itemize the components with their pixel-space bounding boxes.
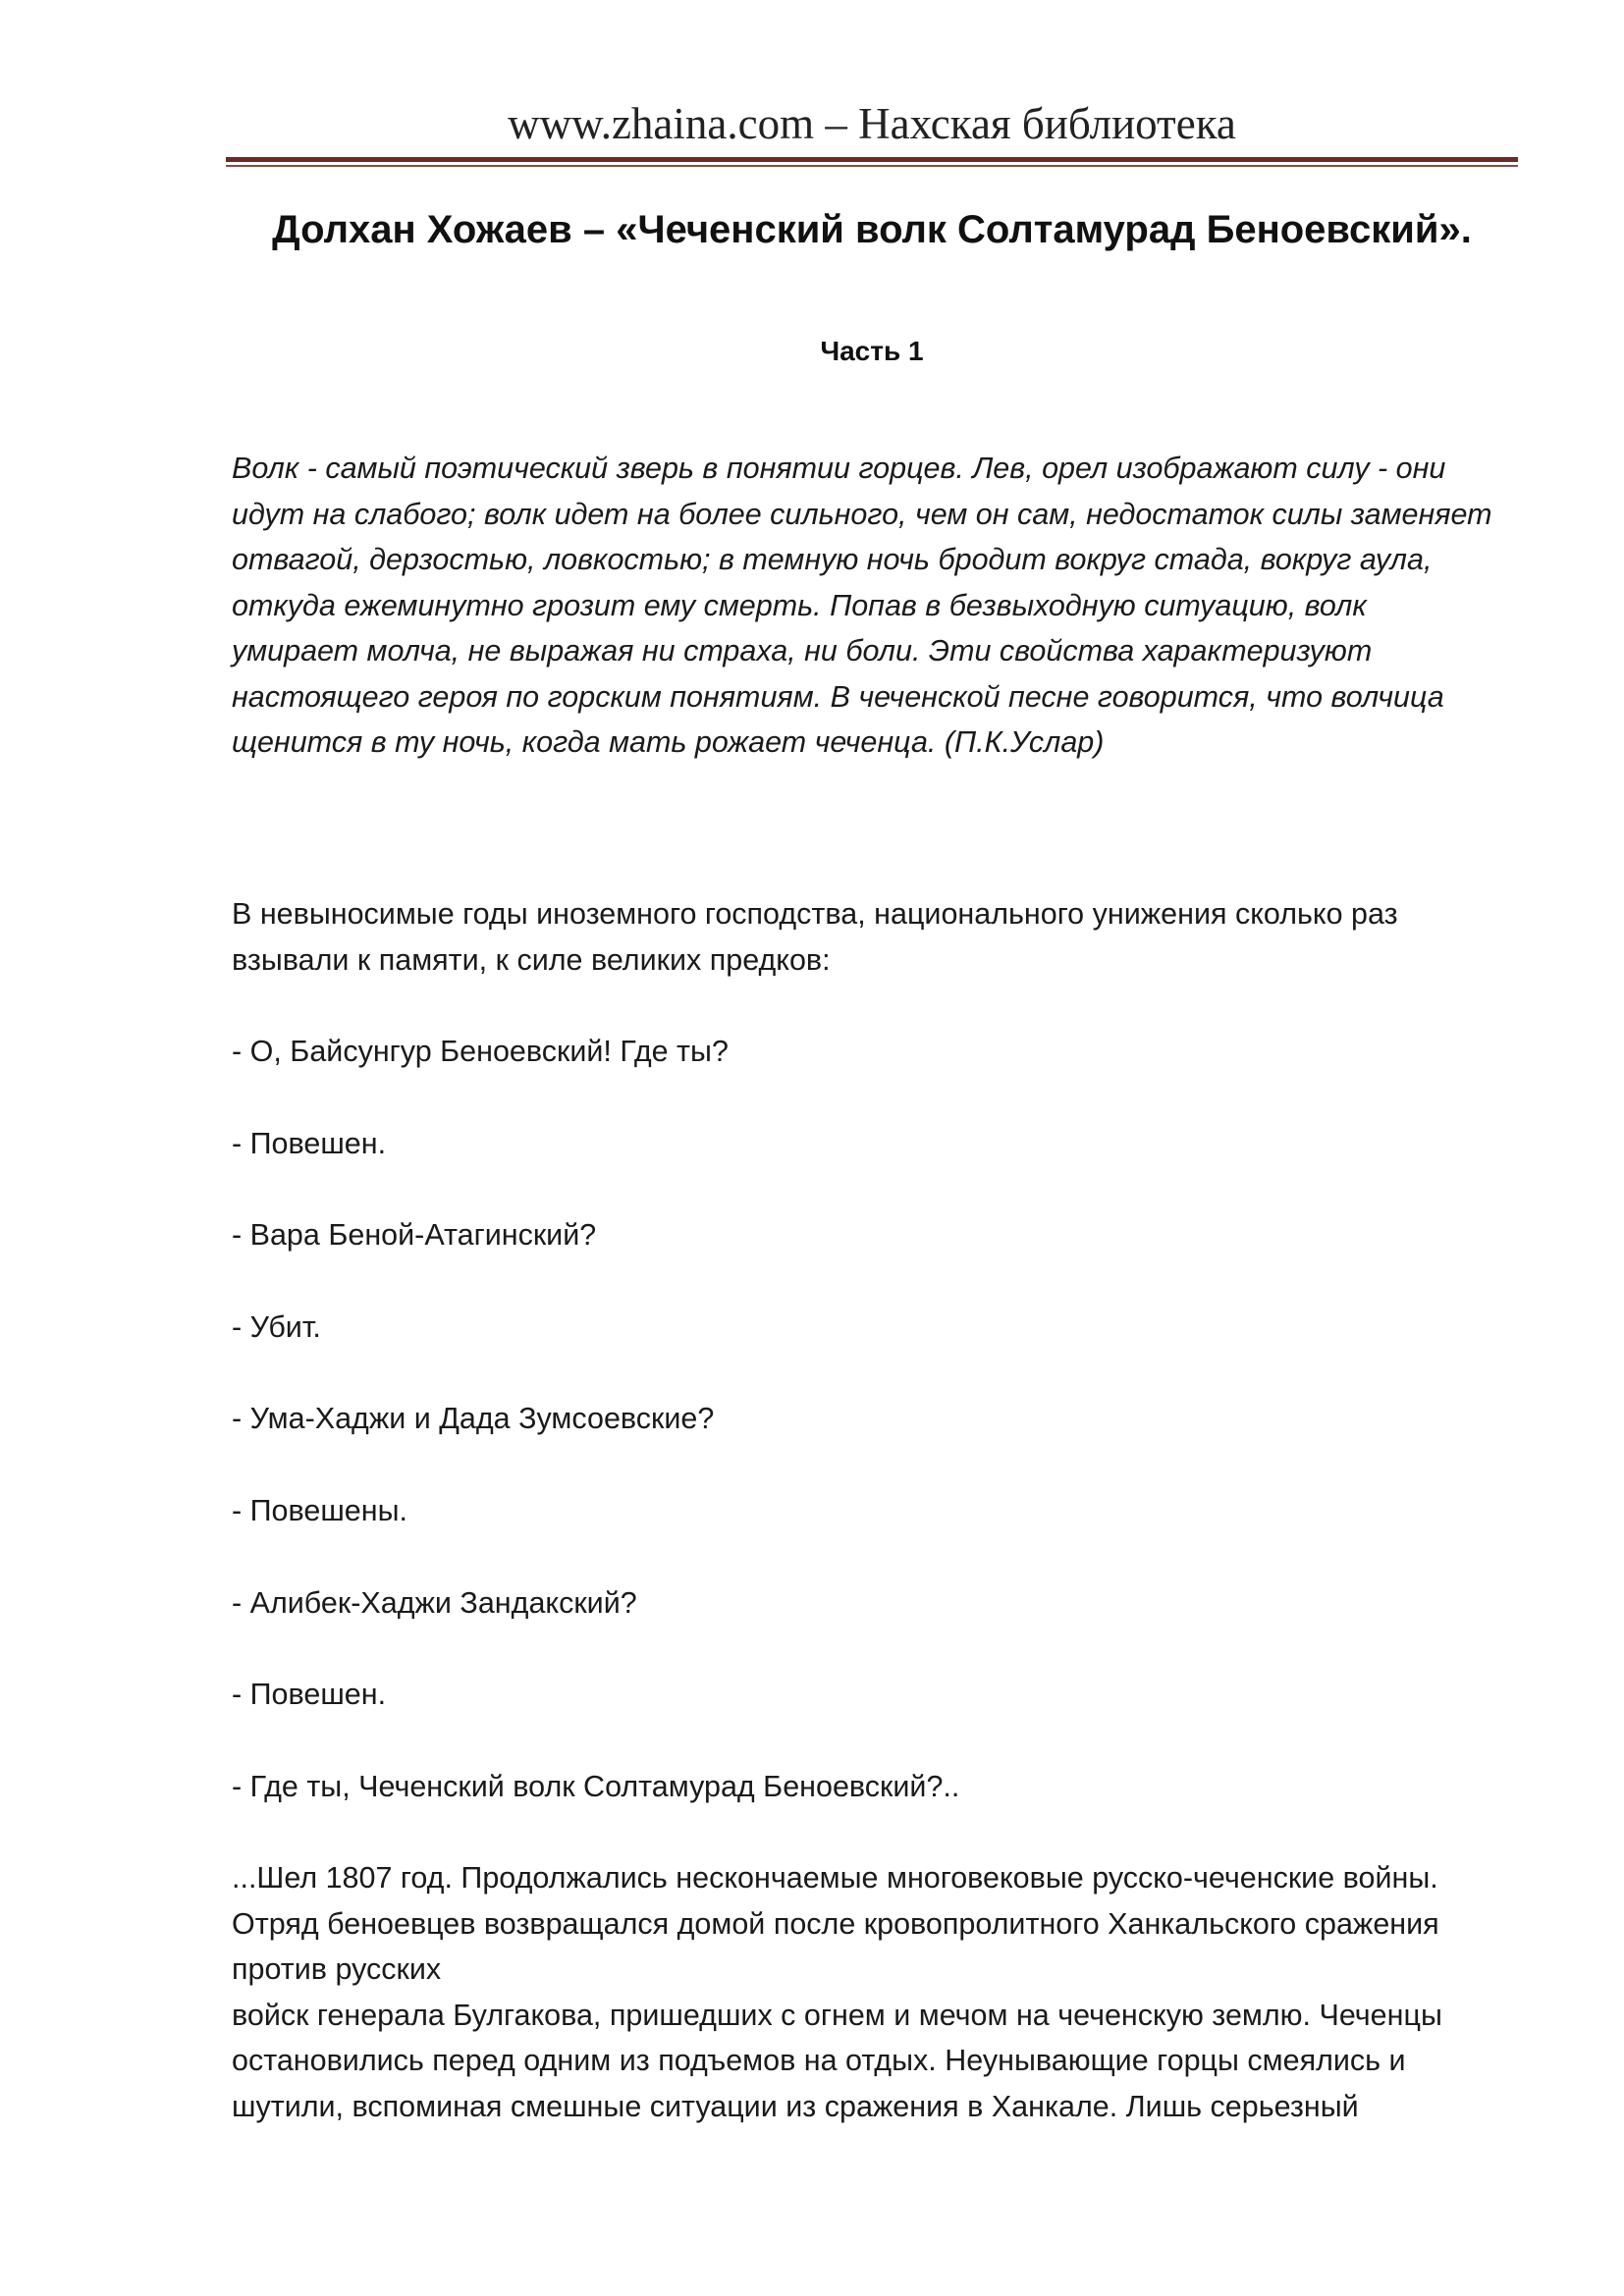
narrative-line: остановились перед одним из подъемов на отдых. Неунывающие горцы смеялись и [232, 2044, 1406, 2077]
epigraph [232, 446, 1528, 766]
header-rule-thick [226, 157, 1518, 162]
epigraph-line: щенится в ту ночь, когда мать рожает чеченца. (П.К.Услар) [232, 725, 1105, 759]
dialogue-line: - О, Байсунгур Беноевский! Где ты? [232, 1035, 729, 1068]
epigraph-line: умирает молча, не выражая ни страха, ни боли. Эти свойства характеризуют [232, 634, 1373, 667]
dialogue-line: - Повешен. [232, 1678, 387, 1711]
epigraph-line: откуда ежеминутно грозит ему смерть. Попав в безвыходную ситуацию, волк [232, 588, 1367, 622]
epigraph-line: идут на слабого; волк идет на более сильного, чем он сам, недостаток силы заменяет [232, 497, 1492, 531]
intro-line: взывали к памяти, к силе великих предков: [232, 942, 831, 977]
narrative-line: Отряд беноевцев возвращался домой после кровопролитного Ханкальского сражения [232, 1906, 1439, 1941]
narrative-line: шутили, вспоминая смешные ситуации из сражения в Ханкале. Лишь серьезный [232, 2089, 1359, 2123]
dialogue-line: - Ума-Хаджи и Дада Зумсоевские? [232, 1402, 715, 1435]
epigraph-line: отвагой, дерзостью, ловкостью; в темную ночь бродит вокруг стада, вокруг аула, [232, 543, 1433, 576]
narrative-line: против русских [232, 1952, 442, 1986]
dialogue-line: - Алибек-Хаджи Зандакский? [232, 1586, 637, 1620]
dialogue-line: - Убит. [232, 1310, 321, 1344]
intro-paragraph [232, 891, 1528, 983]
dialogue-line: - Где ты, Чеченский волк Солтамурад Беноевский?.. [232, 1770, 960, 1803]
narrative-line: ...Шел 1807 год. Продолжались нескончаемые многовековые русско-чеченские войны. [232, 1861, 1438, 1895]
dialogue-line: - Вара Беной-Атагинский? [232, 1218, 597, 1252]
narrative-line: войск генерала Булгакова, пришедших с огнем и мечом на чеченскую землю. Чеченцы [232, 1998, 1442, 2032]
dialogue-line: - Повешен. [232, 1127, 387, 1160]
epigraph-line: настоящего героя по горским понятиям. В чеченской песне говорится, что волчица [232, 679, 1444, 714]
epigraph-line: Волк - самый поэтический зверь в понятии горцев. Лев, орел изображают силу - они [232, 452, 1446, 485]
document-title: Долхан Хожаев – «Чеченский волк Солтамурад Беноевский». [272, 208, 1472, 251]
site-header[interactable]: www.zhaina.com – Нахская библиотека [508, 99, 1236, 148]
header-rule-thin [226, 165, 1518, 167]
intro-line: В невыносимые годы иноземного господства, национального унижения сколько раз [232, 897, 1398, 931]
narrative-paragraph [232, 1855, 1528, 2129]
part-heading: Часть 1 [820, 336, 924, 366]
dialogue-line: - Повешены. [232, 1494, 408, 1527]
